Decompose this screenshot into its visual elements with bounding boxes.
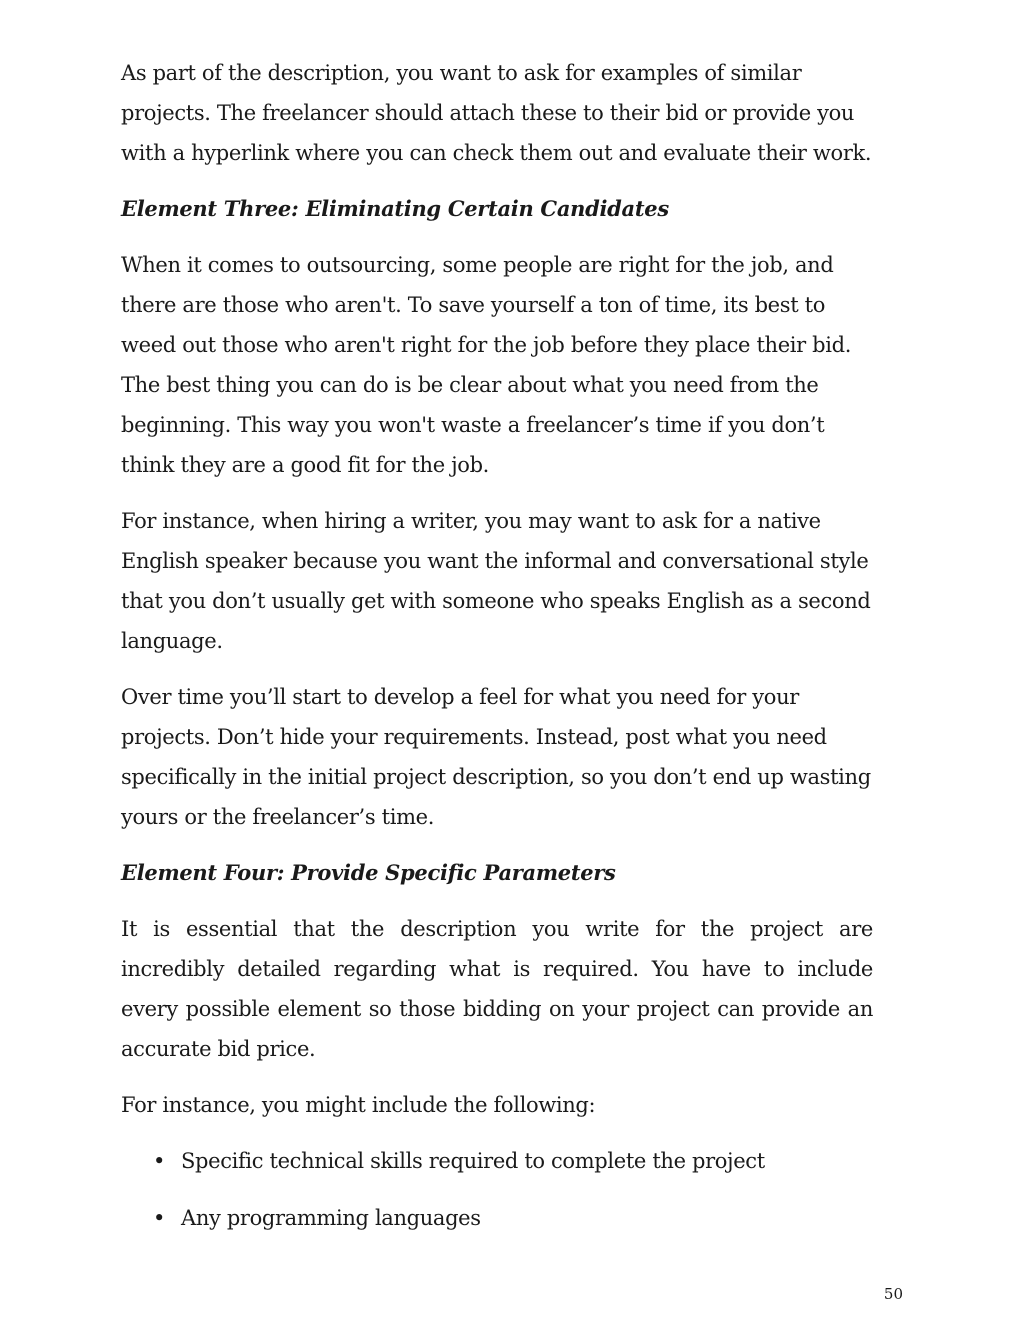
list-item-text: Specific technical skills required to complete the project bbox=[181, 1149, 765, 1173]
requirements-list bbox=[121, 1141, 873, 1238]
bullet-icon: • bbox=[153, 1206, 166, 1230]
list-item bbox=[121, 1141, 873, 1181]
page-content bbox=[121, 53, 873, 1255]
paragraph-outsourcing: When it comes to outsourcing, some people are right for the job, and there are those who aren't. To save yourself a ton of time, its best to weed out those who aren't right for the job before they place their bid. The best thing you can do is be clear about what you need from the beginning. This way you won't waste a freelancer’s time if you don’t think they are a good fit for the job. bbox=[121, 253, 852, 477]
bullet-icon: • bbox=[153, 1149, 166, 1173]
heading-element-four: Element Four: Provide Specific Parameters bbox=[121, 860, 616, 885]
paragraph-description-detail: It is essential that the description you write for the project are incredibly detailed regarding what is required. You have to include every possible element so those bidding on your project can provide an accurate bid price. bbox=[121, 917, 873, 1061]
list-item-text: Any programming languages bbox=[181, 1206, 481, 1230]
page-number: 50 bbox=[883, 1285, 903, 1303]
list-item bbox=[121, 1198, 873, 1238]
paragraph-requirements: Over time you’ll start to develop a feel for what you need for your projects. Don’t hide your requirements. Instead, post what you need specifically in the initial project description, so you don’t end up wasting yours or the freelancer’s time. bbox=[121, 685, 871, 829]
paragraph-list-intro: For instance, you might include the following: bbox=[121, 1093, 596, 1117]
paragraph-writer-example: For instance, when hiring a writer, you may want to ask for a native English speaker because you want the informal and conversational style that you don’t usually get with someone who speaks English as a second language. bbox=[121, 509, 871, 653]
heading-element-three: Element Three: Eliminating Certain Candidates bbox=[121, 196, 669, 221]
paragraph-examples: As part of the description, you want to ask for examples of similar projects. The freelancer should attach these to their bid or provide you with a hyperlink where you can check them out and evaluate their work. bbox=[121, 61, 872, 165]
